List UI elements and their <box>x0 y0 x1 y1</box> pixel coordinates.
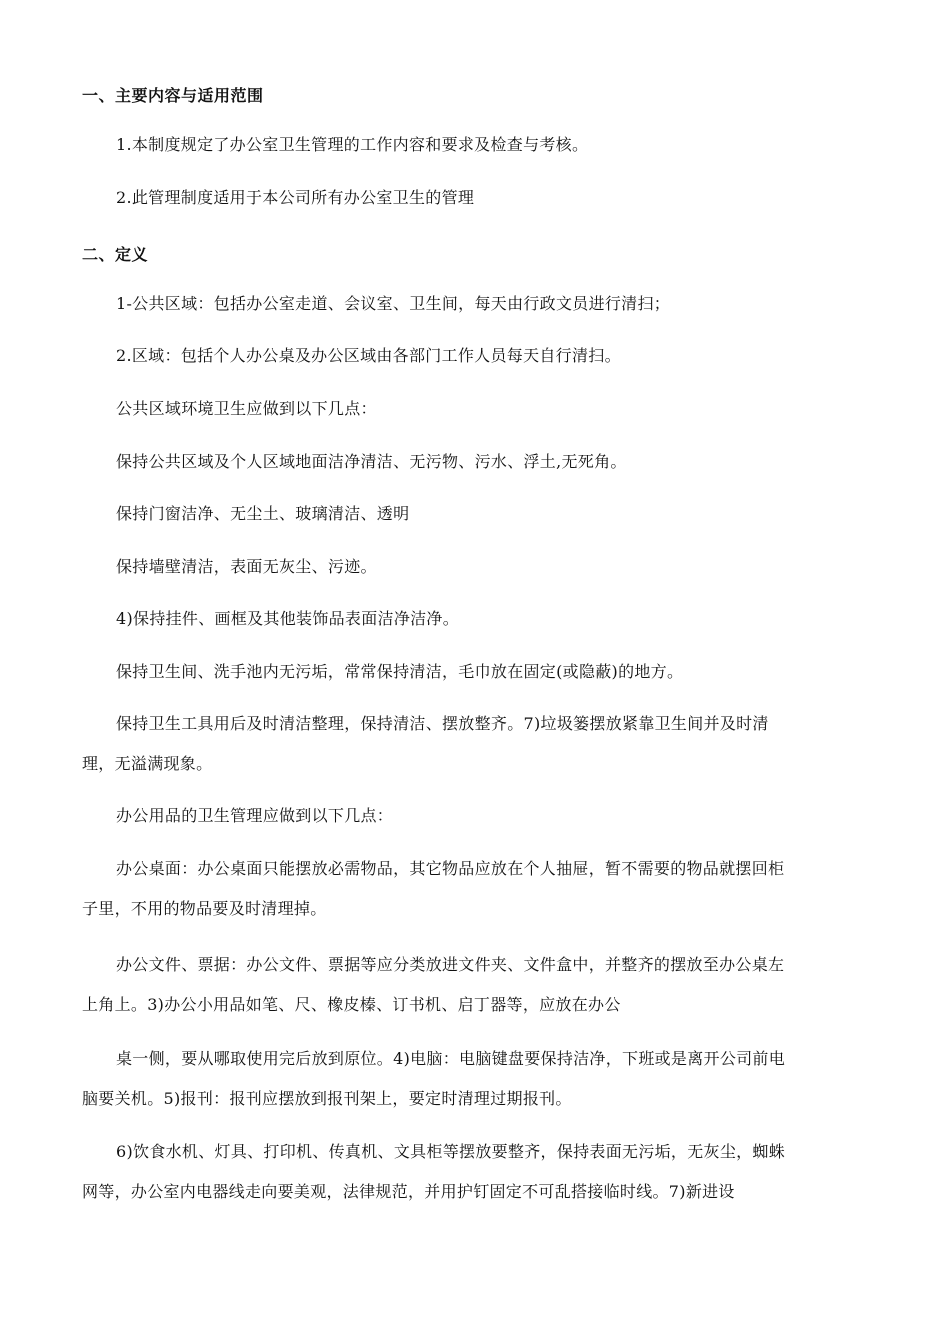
paragraph-windows <box>82 495 858 533</box>
text-line: 上角上。3)办公小用品如笔、尺、橡皮榛、订书机、启丁器等，应放在办公 <box>82 995 621 1014</box>
text-line: 桌一侧，要从哪取使用完后放到原位。4)电脑：电脑键盘要保持洁净，下班或是离开公司前电 <box>116 1049 786 1068</box>
text-line: 脑要关机。5)报刊：报刊应摆放到报刊架上，要定时清理过期报刊。 <box>82 1089 572 1108</box>
paragraph-equipment <box>82 1133 858 1171</box>
text-line: 保持公共区域及个人区域地面洁净清洁、无污物、污水、浮土,无死角。 <box>116 452 627 471</box>
paragraph-public-requirements-title <box>82 390 858 428</box>
paragraph-office-supplies-title <box>82 797 858 835</box>
paragraph-desk <box>82 850 858 888</box>
text-line: 2.区域：包括个人办公桌及办公区域由各部门工作人员每天自行清扫。 <box>116 346 621 365</box>
text-line: 1.本制度规定了办公室卫生管理的工作内容和要求及检查与考核。 <box>116 135 589 154</box>
paragraph-walls <box>82 548 858 586</box>
text-line: 保持卫生间、洗手池内无污垢，常常保持清洁，毛巾放在固定(或隐蔽)的地方。 <box>116 662 684 681</box>
paragraph-desk-cont <box>82 890 858 928</box>
paragraph-decorations <box>82 600 858 638</box>
text-line: 办公桌面：办公桌面只能摆放必需物品，其它物品应放在个人抽屉，暂不需要的物品就摆回柜 <box>116 859 785 878</box>
paragraph-personal-area <box>82 337 858 375</box>
text-line: 6)饮食水机、灯具、打印机、传真机、文具柜等摆放要整齐，保持表面无污垢，无灰尘，蜘蛛 <box>116 1142 786 1161</box>
paragraph-tools-cont <box>82 745 858 783</box>
text-line: 办公文件、票据：办公文件、票据等应分类放进文件夹、文件盒中，并整齐的摆放至办公桌左 <box>116 955 785 974</box>
paragraph-small-supplies-cont <box>82 1080 858 1118</box>
section-heading-scope: 一、主要内容与适用范围 <box>82 86 264 105</box>
text-line: 2.此管理制度适用于本公司所有办公室卫生的管理 <box>116 188 475 207</box>
paragraph-floor <box>82 443 858 481</box>
text-line: 办公用品的卫生管理应做到以下几点： <box>116 806 394 825</box>
paragraph-tools <box>82 705 858 743</box>
text-line: 子里，不用的物品要及时清理掉。 <box>82 899 327 918</box>
text-line: 网等，办公室内电器线走向要美观，法律规范，并用护钉固定不可乱搭接临时线。7)新进设 <box>82 1182 735 1201</box>
text-line: 保持墙壁清洁，表面无灰尘、污迹。 <box>116 557 377 576</box>
paragraph-equipment-cont <box>82 1173 858 1211</box>
paragraph-public-area <box>82 285 858 323</box>
text-line: 理，无溢满现象。 <box>82 754 213 773</box>
paragraph-documents <box>82 946 858 984</box>
paragraph-scope-1 <box>82 126 858 164</box>
text-line: 保持卫生工具用后及时清洁整理，保持清洁、摆放整齐。7)垃圾篓摆放紧靠卫生间并及时清 <box>116 714 769 733</box>
section-heading-definition: 二、定义 <box>82 245 149 264</box>
text-line: 4)保持挂件、画框及其他装饰品表面洁净洁净。 <box>116 609 460 628</box>
text-line: 1-公共区域：包括办公室走道、会议室、卫生间，每天由行政文员进行清扫； <box>116 294 671 313</box>
paragraph-documents-cont <box>82 986 858 1024</box>
text-line: 保持门窗洁净、无尘土、玻璃清洁、透明 <box>116 504 410 523</box>
text-line: 公共区域环境卫生应做到以下几点： <box>116 399 377 418</box>
paragraph-small-supplies <box>82 1040 858 1078</box>
paragraph-washroom <box>82 653 858 691</box>
paragraph-scope-2 <box>82 179 858 217</box>
